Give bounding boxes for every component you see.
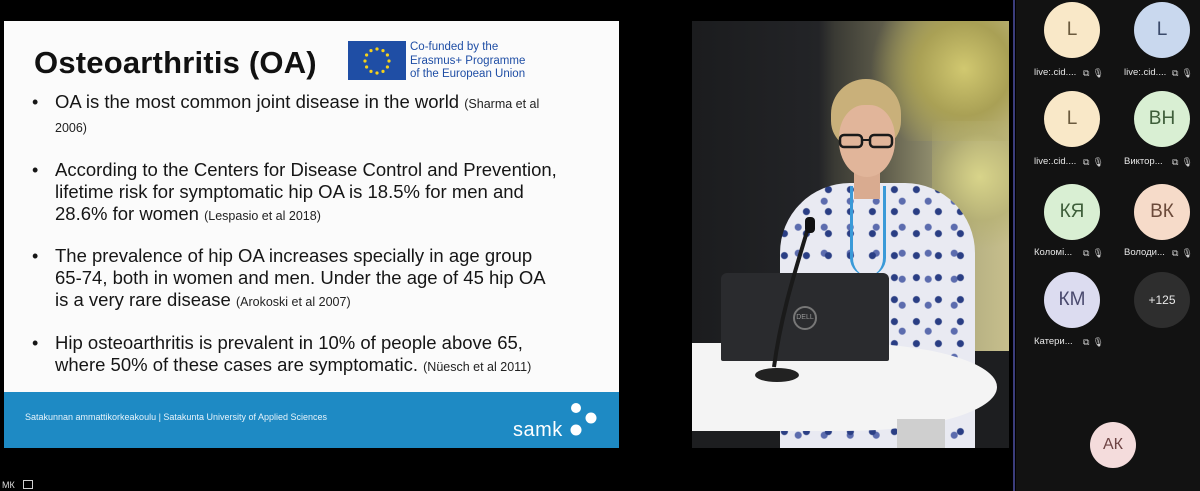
more-participants-count: +125 (1134, 272, 1190, 328)
mic-muted-icon: 🎙 (1181, 68, 1193, 78)
participant-name: live:.cid.... (1124, 67, 1167, 78)
avatar: АК (1090, 422, 1136, 468)
self-view-label: МК (2, 480, 15, 490)
slide-bullet-list (32, 91, 607, 378)
video-off-icon: ⧉ (1083, 337, 1090, 347)
slide-bullet: • According to the Centers for Disease Control and Prevention, lifetime risk for symptomatic hip OA is 18.5% for men and 28.6% for women (Lespasio et al 2018) (32, 159, 607, 227)
video-off-icon: ⧉ (1083, 157, 1090, 167)
participant-tile[interactable] (1016, 91, 1106, 175)
microphone-icon (752, 217, 832, 387)
video-off-icon: ⧉ (1083, 248, 1090, 258)
participant-tile[interactable] (1108, 184, 1198, 268)
samk-logo-icon (567, 402, 599, 438)
video-off-icon: ⧉ (1172, 68, 1179, 78)
panel-divider (1013, 0, 1015, 491)
participant-name: Виктор... (1124, 156, 1163, 167)
screen-share-icon[interactable] (23, 480, 33, 489)
more-participants-button[interactable] (1108, 272, 1198, 356)
footer-university-text: Satakunnan ammattikorkeakoulu | Satakunta University of Applied Sciences (25, 412, 328, 422)
dell-logo: DELL (793, 306, 817, 330)
eu-cofunded-text: Co-funded by the Erasmus+ Programme of the European Union (410, 41, 526, 80)
slide-footer (4, 392, 619, 448)
participant-tile[interactable] (1108, 91, 1198, 175)
participant-name: live:.cid.... (1034, 156, 1077, 167)
participant-name: live:.cid.... (1034, 67, 1077, 78)
participant-name: Коломі... (1034, 247, 1073, 258)
participant-name: Катери... (1034, 336, 1073, 347)
video-off-icon: ⧉ (1172, 157, 1179, 167)
slide-bullet: • OA is the most common joint disease in the world (Sharma et al 2006) (32, 91, 607, 139)
eu-flag-icon (348, 41, 406, 80)
avatar: L (1044, 2, 1100, 58)
video-off-icon: ⧉ (1083, 68, 1090, 78)
avatar: КЯ (1044, 184, 1100, 240)
participant-tile[interactable] (1016, 184, 1106, 268)
mic-muted-icon: 🎙 (1092, 248, 1104, 258)
glasses-icon (834, 133, 898, 149)
shared-slide (4, 21, 619, 448)
avatar: L (1044, 91, 1100, 147)
participant-tile[interactable] (1088, 422, 1178, 478)
video-off-icon: ⧉ (1172, 248, 1179, 258)
participant-tile[interactable] (1016, 0, 1106, 84)
lanyard (850, 186, 886, 276)
participant-tile[interactable] (1016, 272, 1106, 356)
mic-muted-icon: 🎙 (1181, 157, 1193, 167)
avatar: L (1134, 2, 1190, 58)
mic-muted-icon: 🎙 (1092, 157, 1104, 167)
slide-title: Osteoarthritis (OA) (34, 45, 317, 80)
participant-name: Володи... (1124, 247, 1165, 258)
slide-bullet: • The prevalence of hip OA increases specially in age group 65-74, both in women and men. Under the age of 45 hip OA is a very rare disease (Arokoski et al 2007) (32, 245, 607, 313)
mic-muted-icon: 🎙 (1092, 68, 1104, 78)
mic-muted-icon: 🎙 (1181, 248, 1193, 258)
avatar: ВН (1134, 91, 1190, 147)
participant-tile[interactable] (1108, 0, 1198, 84)
speaker-video[interactable] (692, 21, 1009, 448)
participants-panel (1016, 0, 1200, 491)
mic-muted-icon: 🎙 (1092, 337, 1104, 347)
avatar: ВК (1134, 184, 1190, 240)
slide-bullet: • Hip osteoarthritis is prevalent in 10% of people above 65, where 50% of these cases are symptomatic. (Nüesch et al 2011) (32, 332, 607, 378)
avatar: КМ (1044, 272, 1100, 328)
samk-logo-text: samk (513, 419, 563, 441)
